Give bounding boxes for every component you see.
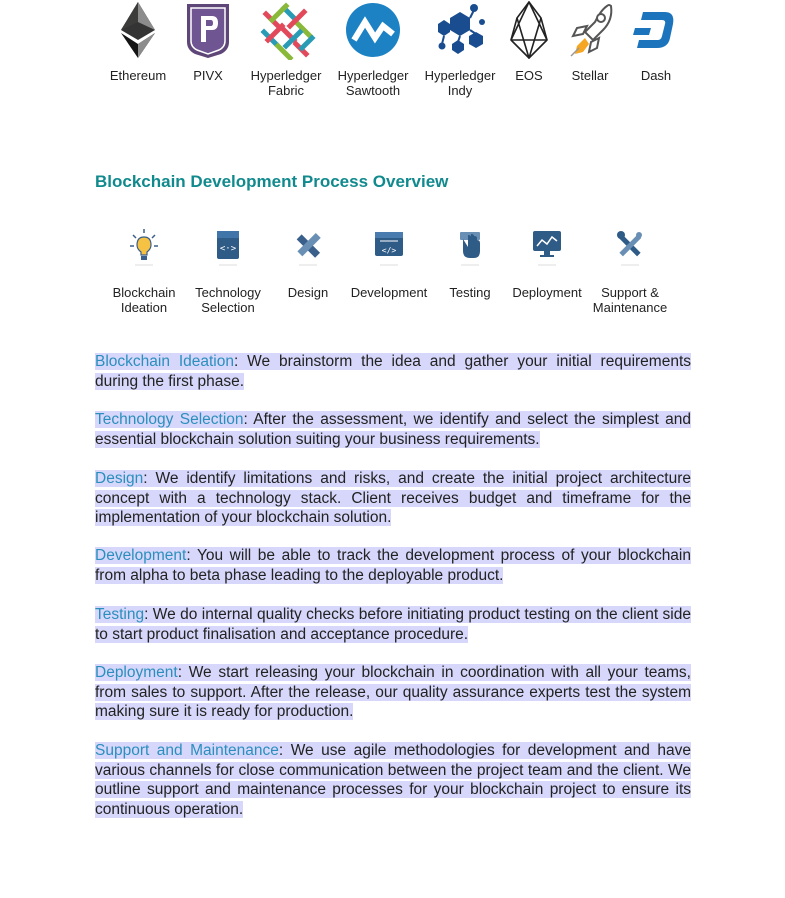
pivx-logo-icon [183,0,233,60]
ethereum-logo-icon [118,0,158,60]
step-label: Design [287,285,329,300]
paragraph-text: : We brainstorm the idea and gather your initial requirements during the first phase. [95,353,692,390]
logo-label: Dash [640,68,672,83]
step-label: Support & Maintenance [592,285,668,315]
stellar-logo-icon [563,0,617,60]
process-steps [95,225,695,325]
step-label: Development [350,285,428,300]
paragraph-text: : We start releasing your blockchain in coordination with all your teams, from sales to support. After the release, our quality assurance experts test the system making sure it is ready for production. [95,664,691,720]
logo-label: Stellar [571,68,609,83]
logo-label: Ethereum [109,68,167,83]
hyperledger-sawtooth-logo-item [330,0,416,98]
platform-logos [100,0,690,100]
step-label: Technology Selection [195,285,261,315]
paragraph-term: Testing [95,606,145,623]
paragraph-term: Blockchain Ideation [95,353,234,370]
logo-label: Hyperledger Sawtooth [337,68,409,98]
step-technology-selection [185,225,271,315]
hyperledger-fabric-logo-icon [256,0,316,60]
paragraph-testing [95,605,691,644]
eos-logo-icon [507,0,551,60]
ruler-pencil-icon [291,225,325,267]
svg-text:<·>: <·> [219,244,237,254]
wrench-screwdriver-icon [613,225,647,267]
paragraph-text: : We use agile methodologies for development and have various channels for close communication between the project team and the client. We outline support and maintenance processes for your blockchain project to ensure its continuous operation. [95,742,691,818]
paragraph-text: : We identify limitations and risks, and create the initial project architecture concept with a technology stack. Client receives budget and timeframe for the implementation of your blockchain solution. [95,470,691,526]
paragraph-term: Design [95,470,144,487]
logo-label: Hyperledger Fabric [250,68,322,98]
code-document-icon [213,225,243,267]
stellar-logo-item [560,0,620,83]
eos-logo-item [501,0,557,83]
monitor-chart-icon [530,225,564,267]
paragraph-text: : We do internal quality checks before initiating product testing on the client side to start product finalisation and acceptance procedure. [95,606,691,643]
step-label: Blockchain Ideation [112,285,176,315]
step-deployment [505,225,589,300]
hand-touch-icon [453,225,487,267]
paragraph-term: Technology Selection [95,411,244,428]
hyperledger-sawtooth-logo-icon [343,0,403,60]
paragraph-term: Development [95,547,187,564]
paragraph-ideation [95,352,691,391]
step-label: Testing [449,285,491,300]
lightbulb-icon [129,225,159,267]
paragraph-term: Support and Maintenance [95,742,279,759]
paragraph-term: Deployment [95,664,178,681]
step-support-maintenance [585,225,675,315]
code-window-icon [372,225,406,267]
logo-label: EOS [515,68,543,83]
step-development [343,225,435,300]
step-design [275,225,341,300]
paragraph-design [95,469,691,528]
dash-logo-icon [631,0,681,60]
paragraph-deployment [95,663,691,722]
pivx-logo-item [178,0,238,83]
paragraph-text: : After the assessment, we identify and select the simplest and essential blockchain solution suiting your business requirements. [95,411,691,448]
ethereum-logo-item [108,0,168,83]
logo-label: PIVX [193,68,223,83]
step-ideation [103,225,185,315]
svg-text:</>: </> [381,246,397,255]
dash-logo-item [626,0,686,83]
paragraph-support-maintenance [95,741,691,819]
hyperledger-fabric-logo-item [243,0,329,98]
section-title: Blockchain Development Process Overview [95,172,449,191]
paragraph-text: : You will be able to track the development process of your blockchain from alpha to beta phase leading to the deployable product. [95,547,691,584]
step-label: Deployment [512,285,582,300]
paragraph-development [95,546,691,585]
hyperledger-indy-logo-icon [430,0,490,60]
step-testing [439,225,501,300]
paragraph-technology-selection [95,410,691,449]
logo-label: Hyperledger Indy [424,68,496,98]
hyperledger-indy-logo-item [417,0,503,98]
